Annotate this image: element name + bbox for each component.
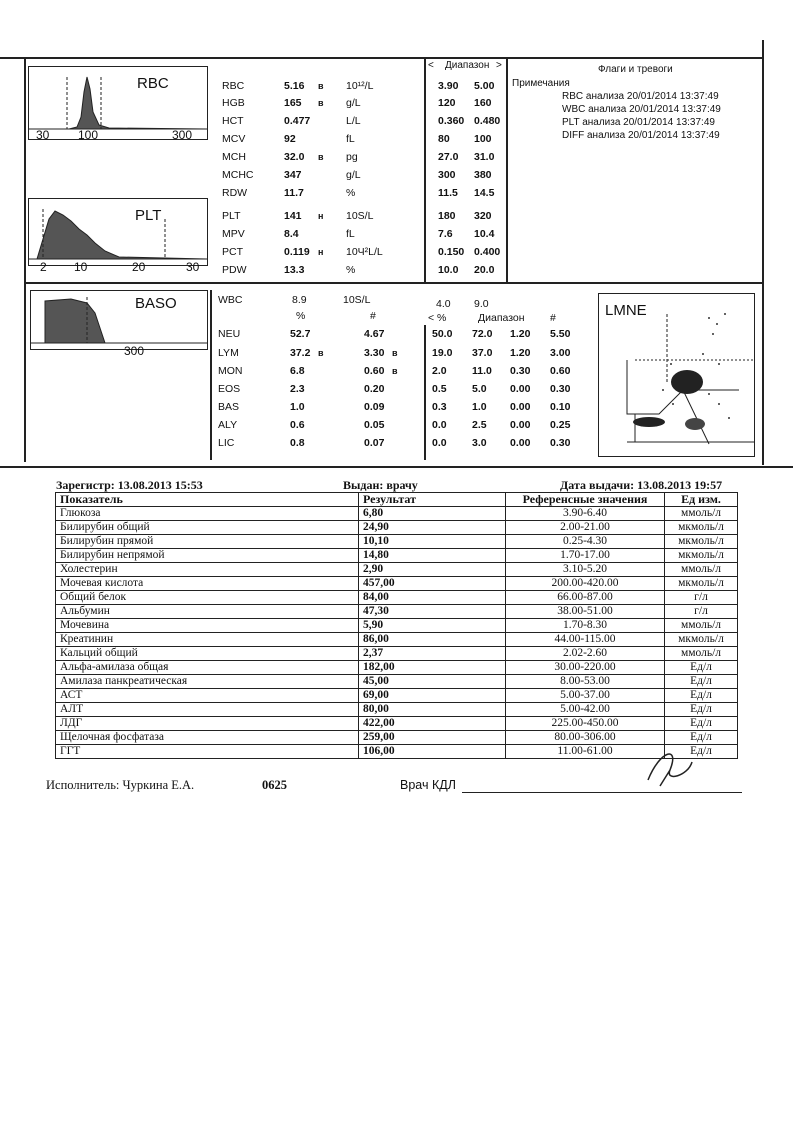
reference-cell: 2.02-2.60 [506, 647, 665, 661]
diff-range-abs-hi: 0.30 [550, 383, 571, 395]
cbc-param-flag: в [318, 152, 324, 162]
result-cell: 6,80 [359, 507, 506, 521]
cbc-range-lo: 3.90 [438, 80, 459, 92]
performer-info: Исполнитель: Чуркина Е.А. [46, 778, 195, 792]
unit-cell: г/л [665, 591, 738, 605]
cbc-range-lo: 80 [438, 133, 450, 145]
diff-range-abs-lo: 1.20 [510, 347, 531, 359]
diff-range-pct-hi: 11.0 [472, 365, 492, 377]
result-cell: 69,00 [359, 689, 506, 703]
cbc-range-hi: 31.0 [474, 151, 495, 163]
unit-cell: Ед/л [665, 661, 738, 675]
unit-cell: Ед/л [665, 717, 738, 731]
diff-range-abs-hi: 0.30 [550, 437, 571, 449]
table-row [56, 577, 738, 591]
cbc-param-name: HCT [222, 115, 244, 127]
reference-cell: 2.00-21.00 [506, 521, 665, 535]
biochemistry-table [55, 492, 738, 759]
cbc-param-unit: pg [346, 151, 358, 163]
table-row [56, 549, 738, 563]
test-name-cell: Билирубин непрямой [56, 549, 359, 563]
test-name-cell: АСТ [56, 689, 359, 703]
cbc-param-value: 32.0 [284, 151, 305, 163]
table-row [56, 521, 738, 535]
diff-param-abs: 0.07 [364, 437, 385, 449]
cbc-param-flag: н [318, 247, 324, 257]
diff-param-name: LYM [218, 347, 239, 359]
range-header: Диапазон [445, 60, 490, 71]
reference-cell: 8.00-53.00 [506, 675, 665, 689]
table-row [56, 745, 738, 759]
plt-histogram-curve [29, 199, 207, 265]
diff-range-abs-lo: 0.00 [510, 437, 531, 449]
cbc-range-lo: 300 [438, 169, 456, 181]
table-row [56, 563, 738, 577]
table-row [56, 717, 738, 731]
result-cell: 106,00 [359, 745, 506, 759]
cbc-param-unit: fL [346, 133, 355, 145]
unit-cell: мкмоль/л [665, 633, 738, 647]
reference-cell: 200.00-420.00 [506, 577, 665, 591]
unit-cell: Ед/л [665, 675, 738, 689]
result-cell: 14,80 [359, 549, 506, 563]
cbc-param-name: MCH [222, 151, 246, 163]
wbc-range-pct-header: < % [428, 312, 447, 324]
baso-tick: 300 [124, 344, 145, 358]
cbc-param-flag: в [318, 81, 324, 91]
cbc-range-hi: 14.5 [474, 187, 495, 199]
diff-param-abs: 0.20 [364, 383, 385, 395]
test-name-cell: Мочевая кислота [56, 577, 359, 591]
cbc-range-hi: 10.4 [474, 228, 495, 240]
cbc-param-unit: L/L [346, 115, 361, 127]
reference-cell: 1.70-17.00 [506, 549, 665, 563]
flags-line: DIFF анализа 20/01/2014 13:37:49 [562, 130, 720, 141]
test-name-cell: Альбумин [56, 605, 359, 619]
diff-param-abs: 0.05 [364, 419, 385, 431]
lmne-label: LMNE [605, 302, 647, 319]
unit-cell: Ед/л [665, 745, 738, 759]
result-cell: 457,00 [359, 577, 506, 591]
diff-param-pct-flag: в [318, 348, 324, 358]
flags-line: WBC анализа 20/01/2014 13:37:49 [562, 104, 721, 115]
cbc-range-hi: 380 [474, 169, 492, 181]
cbc-param-unit: % [346, 264, 356, 276]
reference-cell: 30.00-220.00 [506, 661, 665, 675]
column-header: Показатель [56, 493, 359, 507]
test-name-cell: Щелочная фосфатаза [56, 731, 359, 745]
range-bracket-right: > [496, 60, 502, 71]
doctor-label: Врач КДЛ [400, 778, 456, 792]
table-header-row [56, 493, 738, 507]
reference-cell: 3.10-5.20 [506, 563, 665, 577]
diff-range-abs-lo: 0.30 [510, 365, 531, 377]
diff-range-pct-lo: 0.3 [432, 401, 447, 413]
diff-param-pct: 0.8 [290, 437, 305, 449]
test-name-cell: Мочевина [56, 619, 359, 633]
cbc-param-name: RBC [222, 80, 245, 92]
test-name-cell: Амилаза панкреатическая [56, 675, 359, 689]
wbc-value: 8.9 [292, 294, 307, 306]
diff-param-abs-flag: в [392, 348, 398, 358]
plt-tick: 2 [40, 260, 47, 274]
result-cell: 422,00 [359, 717, 506, 731]
cbc-param-unit: g/L [346, 169, 361, 181]
cbc-param-unit: 10Ч²L/L [346, 246, 383, 258]
table-row [56, 647, 738, 661]
cbc-range-hi: 0.400 [474, 246, 501, 258]
table-row [56, 731, 738, 745]
diff-param-abs-flag: в [392, 366, 398, 376]
table-row [56, 703, 738, 717]
cbc-range-lo: 0.360 [438, 115, 465, 127]
test-name-cell: Глюкоза [56, 507, 359, 521]
diff-range-abs-lo: 0.00 [510, 401, 531, 413]
cbc-range-lo: 10.0 [438, 264, 459, 276]
unit-cell: Ед/л [665, 689, 738, 703]
diff-param-pct: 6.8 [290, 365, 305, 377]
result-cell: 182,00 [359, 661, 506, 675]
unit-cell: мкмоль/л [665, 521, 738, 535]
table-row [56, 675, 738, 689]
baso-histogram-curve [31, 291, 207, 349]
result-cell: 84,00 [359, 591, 506, 605]
plt-histogram-label: PLT [135, 207, 162, 224]
diff-param-pct: 52.7 [290, 328, 311, 340]
unit-cell: ммоль/л [665, 507, 738, 521]
diff-range-abs-hi: 0.60 [550, 365, 571, 377]
test-name-cell: Общий белок [56, 591, 359, 605]
test-name-cell: АЛТ [56, 703, 359, 717]
cbc-param-flag: в [318, 98, 324, 108]
result-cell: 10,10 [359, 535, 506, 549]
result-cell: 80,00 [359, 703, 506, 717]
cbc-range-hi: 20.0 [474, 264, 495, 276]
unit-cell: Ед/л [665, 731, 738, 745]
test-name-cell: ЛДГ [56, 717, 359, 731]
result-cell: 45,00 [359, 675, 506, 689]
cbc-range-hi: 0.480 [474, 115, 501, 127]
reference-cell: 38.00-51.00 [506, 605, 665, 619]
baso-histogram-label: BASO [135, 295, 177, 312]
test-name-cell: Кальций общий [56, 647, 359, 661]
plt-tick: 30 [186, 260, 200, 274]
unit-cell: ммоль/л [665, 647, 738, 661]
table-body [56, 507, 738, 759]
plt-tick: 10 [74, 260, 88, 274]
rbc-tick: 100 [78, 128, 99, 142]
cbc-param-unit: fL [346, 228, 355, 240]
diff-range-pct-hi: 37.0 [472, 347, 493, 359]
cbc-range-lo: 27.0 [438, 151, 459, 163]
diff-range-abs-hi: 5.50 [550, 328, 571, 340]
result-cell: 24,90 [359, 521, 506, 535]
wbc-range-header: Диапазон [478, 312, 525, 324]
column-header: Референсные значения [506, 493, 665, 507]
range-bracket-left: < [428, 60, 434, 71]
diff-range-pct-hi: 72.0 [472, 328, 493, 340]
cbc-param-name: PDW [222, 264, 247, 276]
diff-param-name: ALY [218, 419, 238, 431]
diff-range-pct-lo: 0.0 [432, 437, 447, 449]
table-row [56, 661, 738, 675]
cbc-range-hi: 5.00 [474, 80, 495, 92]
cbc-param-name: PLT [222, 210, 241, 222]
cbc-range-lo: 0.150 [438, 246, 465, 258]
reference-cell: 225.00-450.00 [506, 717, 665, 731]
reference-cell: 5.00-42.00 [506, 703, 665, 717]
wbc-range-lo: 4.0 [436, 298, 451, 310]
cbc-range-hi: 160 [474, 97, 492, 109]
wbc-abs-header: # [370, 310, 376, 322]
cbc-range-lo: 7.6 [438, 228, 453, 240]
performer-code: 0625 [262, 778, 287, 792]
reference-cell: 66.00-87.00 [506, 591, 665, 605]
test-name-cell: ГГТ [56, 745, 359, 759]
diff-param-name: BAS [218, 401, 240, 413]
cbc-param-value: 0.477 [284, 115, 311, 127]
table-row [56, 507, 738, 521]
flags-notes-label: Примечания [512, 78, 570, 89]
reference-cell: 3.90-6.40 [506, 507, 665, 521]
cbc-param-value: 5.16 [284, 80, 305, 92]
result-cell: 86,00 [359, 633, 506, 647]
diff-range-abs-lo: 0.00 [510, 383, 531, 395]
cbc-param-value: 92 [284, 133, 296, 145]
diff-param-pct: 2.3 [290, 383, 305, 395]
cbc-range-hi: 320 [474, 210, 492, 222]
diff-range-pct-hi: 5.0 [472, 383, 487, 395]
table-row [56, 605, 738, 619]
diff-range-pct-lo: 19.0 [432, 347, 453, 359]
cbc-param-name: MPV [222, 228, 245, 240]
reference-cell: 0.25-4.30 [506, 535, 665, 549]
unit-cell: ммоль/л [665, 619, 738, 633]
test-name-cell: Альфа-амилаза общая [56, 661, 359, 675]
cbc-param-value: 0.119 [284, 246, 310, 258]
diff-param-abs: 4.67 [364, 328, 385, 340]
signature-mark [640, 740, 700, 790]
lmne-scatter [598, 293, 755, 457]
table-row [56, 535, 738, 549]
cbc-param-name: PCT [222, 246, 243, 258]
rbc-tick: 30 [36, 128, 50, 142]
reference-cell: 1.70-8.30 [506, 619, 665, 633]
cbc-param-unit: g/L [346, 97, 361, 109]
wbc-range-hi: 9.0 [474, 298, 489, 310]
cbc-param-unit: % [346, 187, 356, 199]
unit-cell: г/л [665, 605, 738, 619]
table-row [56, 689, 738, 703]
result-cell: 2,37 [359, 647, 506, 661]
unit-cell: мкмоль/л [665, 549, 738, 563]
cbc-param-value: 347 [284, 169, 302, 181]
issue-date-info: Дата выдачи: 13.08.2013 19:57 [560, 478, 723, 492]
reference-cell: 5.00-37.00 [506, 689, 665, 703]
reference-cell: 11.00-61.00 [506, 745, 665, 759]
cbc-range-lo: 11.5 [438, 187, 458, 199]
diff-range-abs-hi: 0.25 [550, 419, 571, 431]
diff-range-pct-hi: 2.5 [472, 419, 487, 431]
result-cell: 2,90 [359, 563, 506, 577]
diff-range-pct-lo: 0.5 [432, 383, 447, 395]
diff-param-abs: 0.60 [364, 365, 385, 377]
wbc-unit: 10S/L [343, 294, 371, 306]
cbc-param-value: 8.4 [284, 228, 299, 240]
diff-param-name: MON [218, 365, 243, 377]
column-header: Результат [359, 493, 506, 507]
unit-cell: ммоль/л [665, 563, 738, 577]
diff-param-abs: 3.30 [364, 347, 385, 359]
diff-param-abs: 0.09 [364, 401, 385, 413]
diff-range-abs-hi: 0.10 [550, 401, 571, 413]
test-name-cell: Креатинин [56, 633, 359, 647]
result-cell: 47,30 [359, 605, 506, 619]
table-row [56, 633, 738, 647]
diff-range-pct-lo: 50.0 [432, 328, 453, 340]
diff-range-abs-lo: 0.00 [510, 419, 531, 431]
cbc-param-name: HGB [222, 97, 245, 109]
cbc-range-lo: 180 [438, 210, 456, 222]
cbc-param-value: 13.3 [284, 264, 305, 276]
table-row [56, 591, 738, 605]
wbc-range-abs-header: # [550, 312, 556, 324]
rbc-tick: 300 [172, 128, 193, 142]
test-name-cell: Билирубин общий [56, 521, 359, 535]
cbc-range-hi: 100 [474, 133, 492, 145]
cbc-param-value: 141 [284, 210, 302, 222]
diff-param-pct: 37.2 [290, 347, 311, 359]
diff-param-name: NEU [218, 328, 241, 340]
cbc-param-unit: 10S/L [346, 210, 374, 222]
diff-param-pct: 0.6 [290, 419, 305, 431]
flags-title: Флаги и тревоги [598, 64, 673, 75]
baso-histogram [30, 290, 208, 350]
doctor-signature-line [462, 792, 742, 793]
reference-cell: 44.00-115.00 [506, 633, 665, 647]
diff-range-pct-lo: 2.0 [432, 365, 447, 377]
column-header: Ед изм. [665, 493, 738, 507]
result-cell: 5,90 [359, 619, 506, 633]
diff-range-abs-lo: 1.20 [510, 328, 531, 340]
cbc-printout [0, 0, 793, 472]
issued-to-info: Выдан: врачу [343, 478, 418, 492]
result-cell: 259,00 [359, 731, 506, 745]
unit-cell: Ед/л [665, 703, 738, 717]
registered-info: Зарегистр: 13.08.2013 15:53 [56, 478, 203, 492]
cbc-param-flag: н [318, 211, 324, 221]
diff-param-pct: 1.0 [290, 401, 305, 413]
rbc-histogram-label: RBC [137, 75, 169, 92]
flags-line: RBC анализа 20/01/2014 13:37:49 [562, 91, 719, 102]
wbc-label: WBC [218, 294, 243, 306]
diff-param-name: LIC [218, 437, 235, 449]
diff-range-pct-lo: 0.0 [432, 419, 447, 431]
cbc-param-name: MCHC [222, 169, 254, 181]
cbc-param-value: 165 [284, 97, 302, 109]
wbc-pct-header: % [296, 310, 306, 322]
diff-param-name: EOS [218, 383, 241, 395]
cbc-param-name: RDW [222, 187, 248, 199]
plt-histogram [28, 198, 208, 266]
unit-cell: мкмоль/л [665, 535, 738, 549]
cbc-param-value: 11.7 [284, 187, 304, 199]
test-name-cell: Холестерин [56, 563, 359, 577]
test-name-cell: Билирубин прямой [56, 535, 359, 549]
diff-range-pct-hi: 3.0 [472, 437, 487, 449]
diff-range-pct-hi: 1.0 [472, 401, 487, 413]
unit-cell: мкмоль/л [665, 577, 738, 591]
cbc-param-unit: 10¹²/L [346, 80, 374, 92]
reference-cell: 80.00-306.00 [506, 731, 665, 745]
cbc-range-lo: 120 [438, 97, 456, 109]
cbc-param-name: MCV [222, 133, 246, 145]
flags-line: PLT анализа 20/01/2014 13:37:49 [562, 117, 715, 128]
diff-range-abs-hi: 3.00 [550, 347, 571, 359]
plt-tick: 20 [132, 260, 146, 274]
table-row [56, 619, 738, 633]
